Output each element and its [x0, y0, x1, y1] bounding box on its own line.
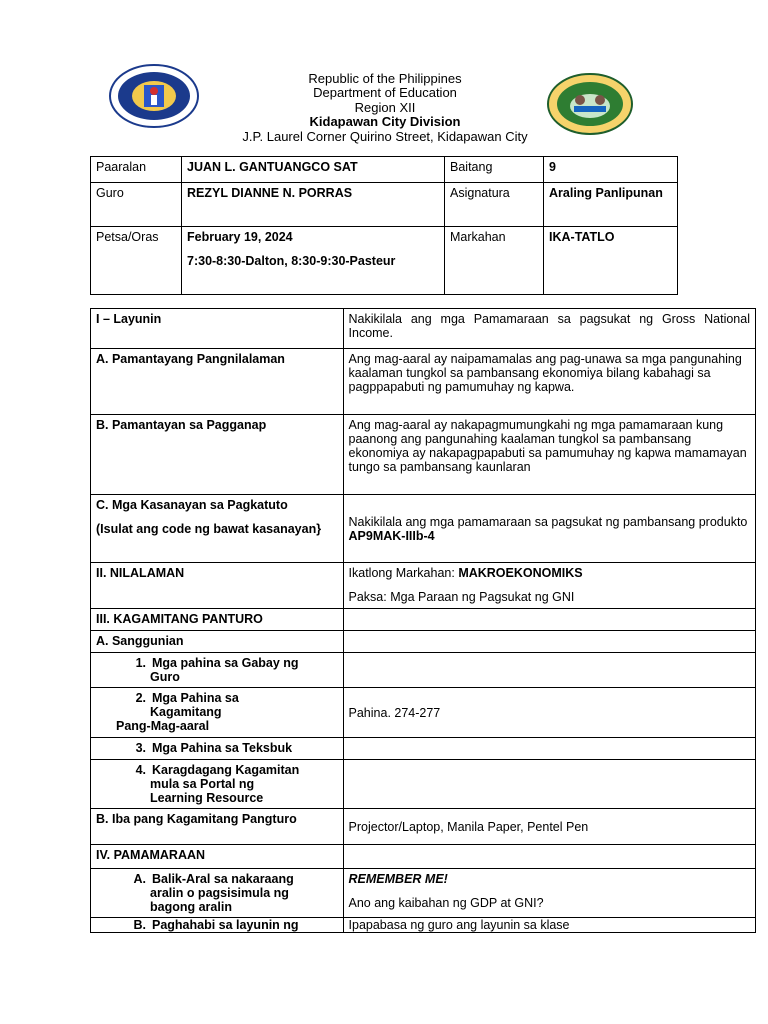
- pamamaraan-label: IV. PAMAMARAAN: [91, 845, 344, 869]
- table-row: [91, 653, 756, 688]
- kagamitan-label: III. KAGAMITANG PANTURO: [91, 609, 344, 631]
- nilalaman-bold: MAKROEKONOMIKS: [458, 566, 583, 580]
- asignatura-label: Asignatura: [445, 183, 544, 227]
- baitang-value: 9: [544, 157, 678, 183]
- item4-cont2: Learning Resource: [150, 791, 264, 805]
- item2-cont: Kagamitang: [150, 705, 222, 719]
- table-row: [91, 495, 756, 563]
- table-row: [91, 809, 756, 845]
- item4-cell: [91, 760, 344, 809]
- empty-cell: [343, 738, 755, 760]
- balik-cell: [91, 869, 344, 918]
- header-republic: Republic of the Philippines: [308, 71, 462, 86]
- kasanayan-text: Nakikilala ang mga pamamaraan sa pagsukat ng pambansang produkto: [348, 514, 748, 529]
- header-region: Region XII: [354, 99, 416, 115]
- nilalaman-prefix: Ikatlong Markahan:: [348, 566, 459, 580]
- markahan-value: IKA-TATLO: [544, 227, 678, 295]
- item3-cell: [91, 738, 344, 760]
- table-row: [91, 688, 756, 738]
- markahan-label: Markahan: [445, 227, 544, 295]
- iba-label: B. Iba pang Kagamitang Pangturo: [91, 809, 344, 845]
- asignatura-value: Araling Panlipunan: [544, 183, 678, 227]
- table-row: [91, 415, 756, 495]
- guro-value: REZYL DIANNE N. PORRAS: [182, 183, 445, 227]
- balik-question: Ano ang kaibahan ng GDP at GNI?: [348, 896, 544, 910]
- item3-num: 3.: [135, 741, 146, 755]
- item1-num: 1.: [135, 656, 146, 670]
- table-row: [91, 563, 756, 609]
- table-row: [91, 349, 756, 415]
- layunin-label: I – Layunin: [91, 309, 344, 349]
- item1-cont: Guro: [150, 670, 180, 684]
- petsa-label: Petsa/Oras: [91, 227, 182, 295]
- empty-cell: [343, 609, 755, 631]
- table-row: [91, 845, 756, 869]
- document-header: [130, 72, 640, 144]
- balik-value: [343, 869, 755, 918]
- table-row: [91, 309, 756, 349]
- layunin-text: Nakikilala ang mga Pamamaraan sa pagsukat ng Gross National Income.: [343, 309, 755, 349]
- balik-label: Balik-Aral sa nakaraang: [152, 872, 294, 886]
- paghahabi-num: B.: [133, 918, 146, 932]
- item2-label: Mga Pahina sa: [152, 691, 239, 705]
- item2-cont2: Pang-Mag-aaral: [116, 719, 210, 733]
- table-row: [91, 631, 756, 653]
- table-row: [91, 738, 756, 760]
- table-row: [91, 609, 756, 631]
- table-row: [91, 760, 756, 809]
- balik-title: REMEMBER ME!: [348, 872, 448, 886]
- table-row: [91, 157, 678, 183]
- pagganap-label: B. Pamantayan sa Pagganap: [91, 415, 344, 495]
- item4-label: Karagdagang Kagamitan: [152, 763, 300, 777]
- baitang-label: Baitang: [445, 157, 544, 183]
- paghahabi-value: Ipapabasa ng guro ang layunin sa klase: [343, 918, 755, 933]
- petsa-time: 7:30-8:30-Dalton, 8:30-9:30-Pasteur: [187, 254, 396, 268]
- pangnilalaman-label: A. Pamantayang Pangnilalaman: [91, 349, 344, 415]
- petsa-value: [182, 227, 445, 295]
- empty-cell: [343, 631, 755, 653]
- nilalaman-value: [343, 563, 755, 609]
- sanggunian-label: A. Sanggunian: [91, 631, 344, 653]
- lesson-plan-table: [90, 308, 756, 933]
- pagganap-text: Ang mag-aaral ay nakapagmumungkahi ng mga pamamaraan kung paanong ang pangunahing kaalaman tungkol sa pambansang ekonomiya ay nakapagpapabuti sa pamumuhay ng kapwa mamamayan tungo sa pambansang kaunlaran: [343, 415, 755, 495]
- guro-label: Guro: [91, 183, 182, 227]
- balik-cont: aralin o pagsisimula ng: [150, 886, 289, 900]
- info-table: [90, 156, 678, 295]
- table-row: [91, 918, 756, 933]
- item2-cell: [91, 688, 344, 738]
- balik-num: A.: [133, 872, 146, 886]
- item2-num: 2.: [135, 691, 146, 705]
- kasanayan-value: [343, 495, 755, 563]
- table-row: [91, 183, 678, 227]
- header-address: J.P. Laurel Corner Quirino Street, Kidapawan City: [242, 128, 528, 144]
- empty-cell: [343, 653, 755, 688]
- item2-value: Pahina. 274-277: [343, 688, 755, 738]
- header-division: Kidapawan City Division: [309, 114, 461, 130]
- item1-cell: [91, 653, 344, 688]
- paaralan-label: Paaralan: [91, 157, 182, 183]
- kasanayan-label: C. Mga Kasanayan sa Pagkatuto: [96, 498, 288, 512]
- item1-label: Mga pahina sa Gabay ng: [152, 656, 299, 670]
- item4-cont: mula sa Portal ng: [150, 777, 255, 791]
- empty-cell: [343, 845, 755, 869]
- paaralan-value: JUAN L. GANTUANGCO SAT: [182, 157, 445, 183]
- petsa-date: February 19, 2024: [187, 230, 293, 244]
- empty-cell: [343, 760, 755, 809]
- balik-cont2: bagong aralin: [150, 900, 232, 914]
- item3-label: Mga Pahina sa Teksbuk: [152, 741, 293, 755]
- nilalaman-label: II. NILALAMAN: [91, 563, 344, 609]
- pangnilalaman-text: Ang mag-aaral ay naipamamalas ang pag-unawa sa mga pangunahing kaalaman tungkol sa pambansang ekonomiya bilang kabahagi sa pagppapabuti ng pamumuhay ng kapwa.: [343, 349, 755, 415]
- kasanayan-code: AP9MAK-IIIb-4: [348, 528, 435, 543]
- paghahabi-label: Paghahabi sa layunin ng: [152, 918, 299, 932]
- iba-value: Projector/Laptop, Manila Paper, Pentel Pen: [343, 809, 755, 845]
- kasanayan-note: (Isulat ang code ng bawat kasanayan}: [96, 522, 322, 536]
- table-row: [91, 227, 678, 295]
- nilalaman-paksa: Paksa: Mga Paraan ng Pagsukat ng GNI: [348, 590, 575, 604]
- table-row: [91, 869, 756, 918]
- header-department: Department of Education: [313, 85, 457, 101]
- kasanayan-cell: [91, 495, 344, 563]
- paghahabi-cell: [91, 918, 344, 933]
- item4-num: 4.: [135, 763, 146, 777]
